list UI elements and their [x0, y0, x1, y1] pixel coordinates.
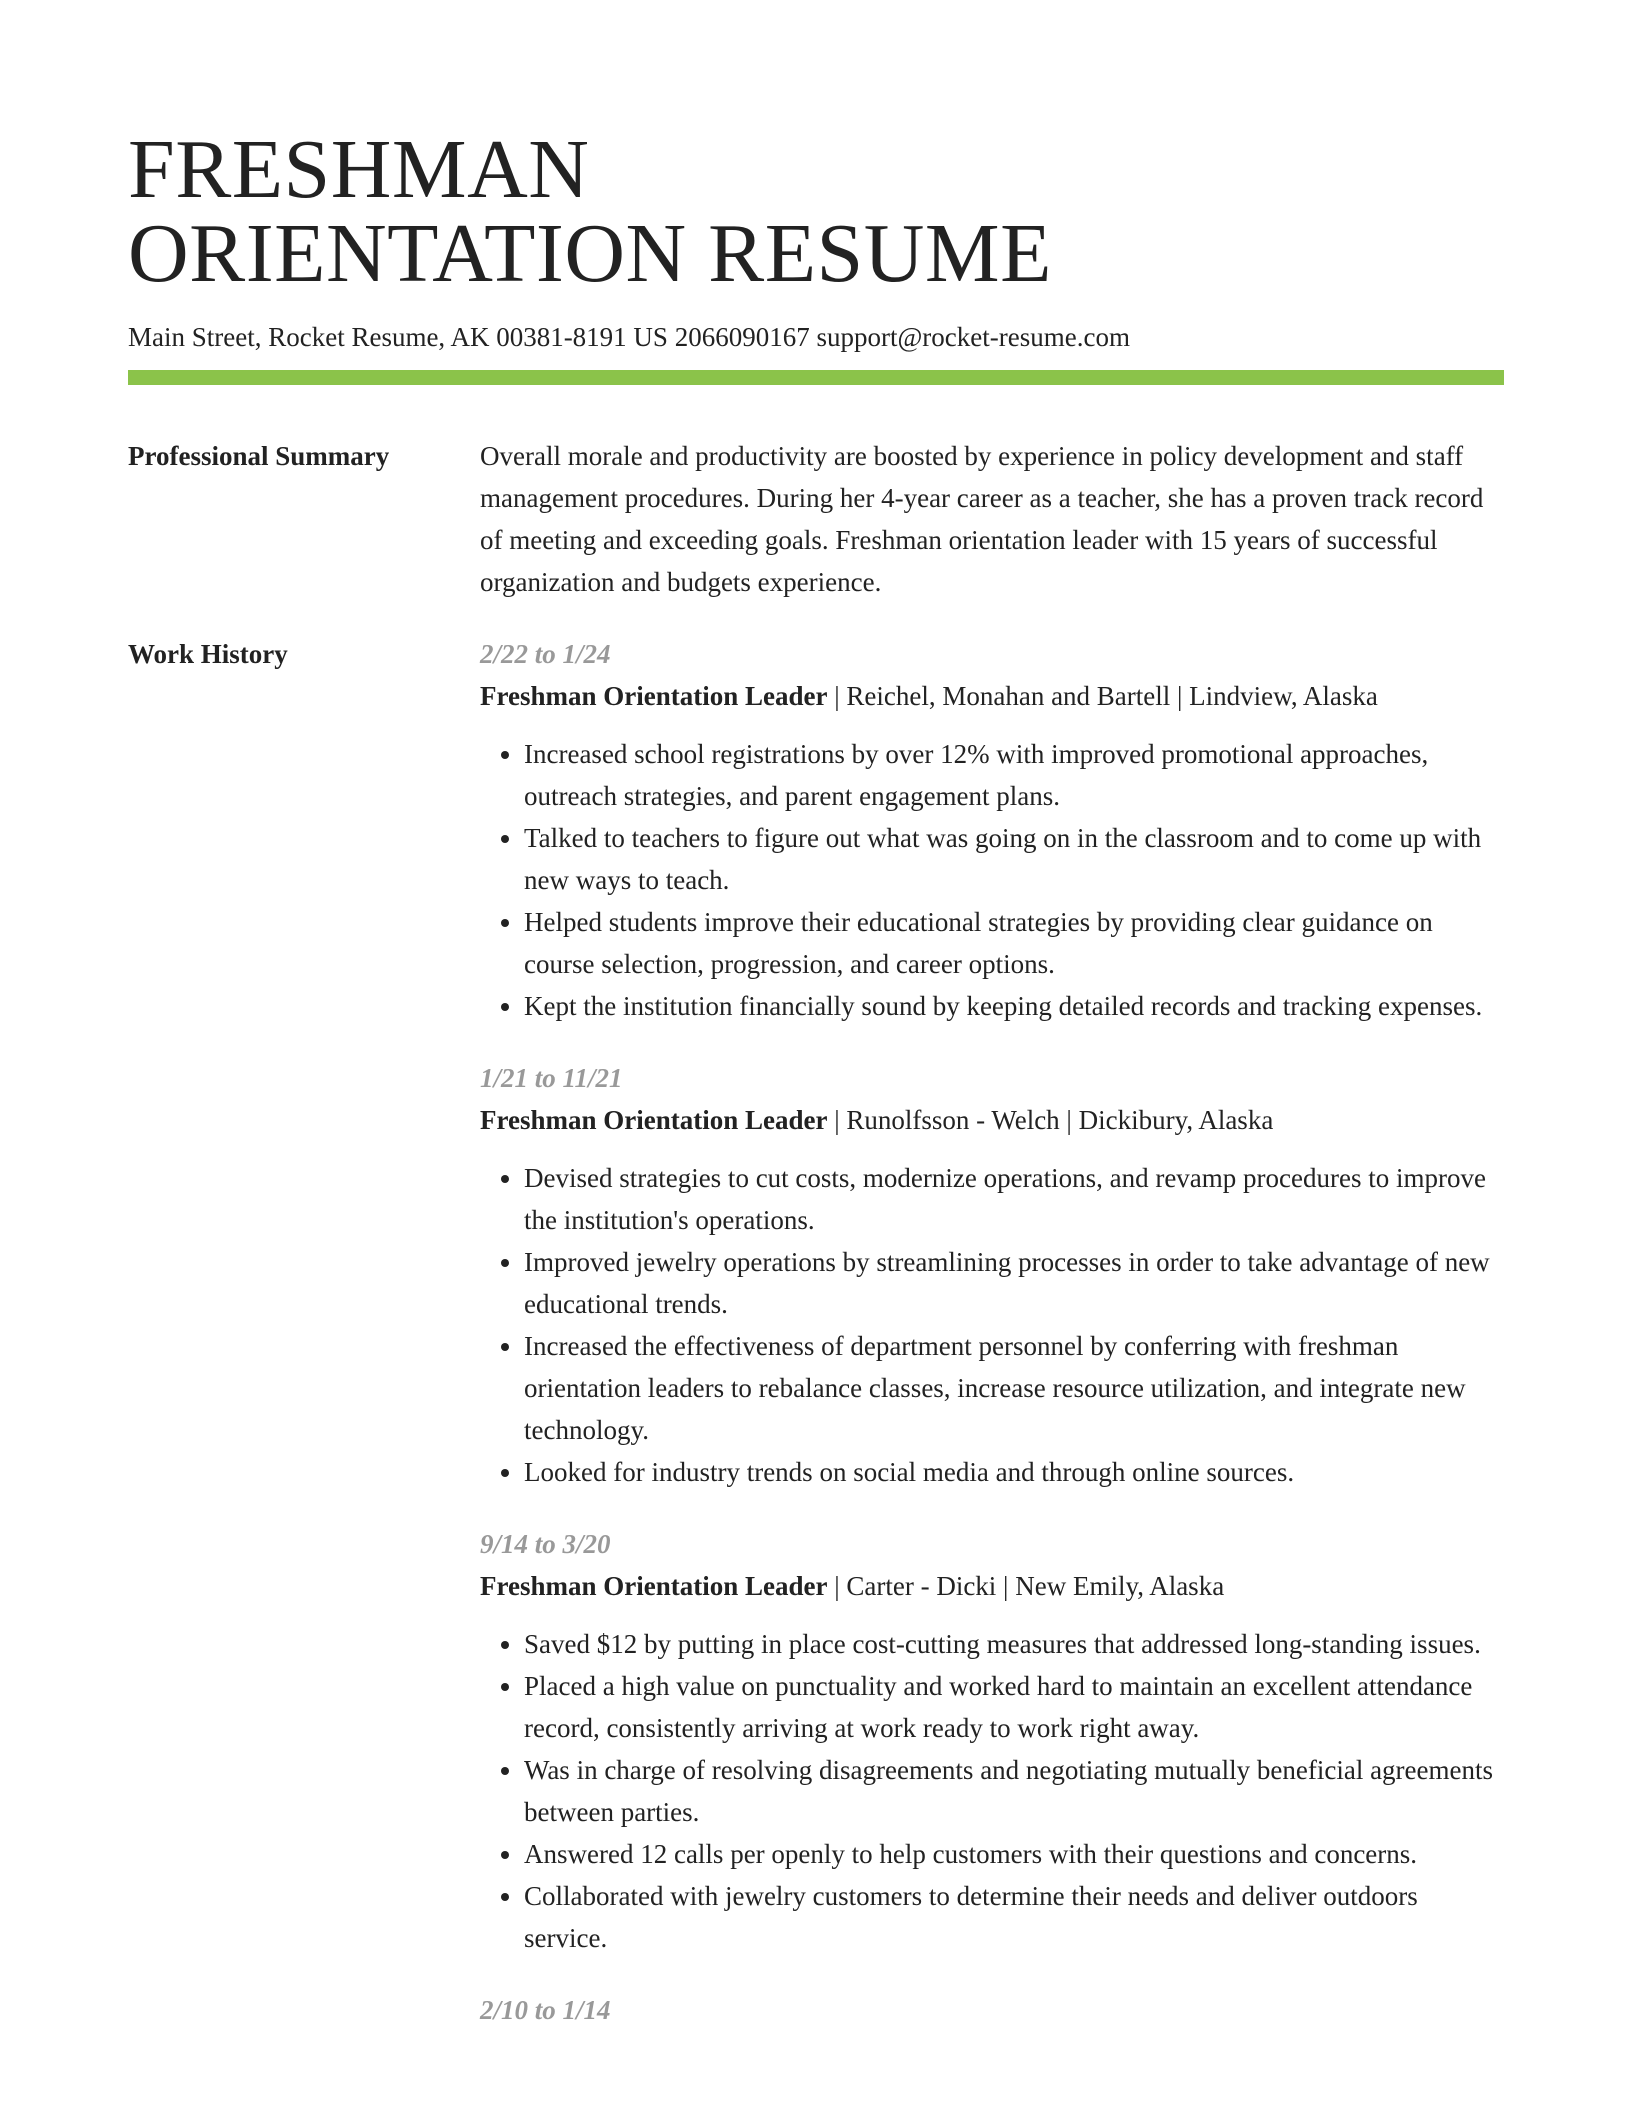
- resume-title-line-1: FRESHMAN: [128, 123, 590, 216]
- job-bullet: • Collaborated with jewelry customers to determine their needs and deliver outdoors service.: [524, 1875, 1504, 1959]
- job-bullet: • Improved jewelry operations by streamlining processes in order to take advantage of new educational trends.: [524, 1241, 1504, 1325]
- job-responsibilities: [480, 1623, 1504, 1959]
- job-entry: [480, 1057, 1504, 1493]
- job-employer-location: | Reichel, Monahan and Bartell | Lindview, Alaska: [827, 681, 1378, 711]
- work-history-body: [480, 633, 1504, 2061]
- resume-title: [128, 123, 1504, 300]
- job-entry: [480, 633, 1504, 1027]
- job-bullet: • Kept the institution financially sound by keeping detailed records and tracking expenses.: [524, 985, 1504, 1027]
- job-entry: [480, 1989, 1504, 2031]
- job-title: Freshman Orientation Leader: [480, 681, 828, 711]
- resume-page: [128, 123, 1504, 2061]
- job-employer-location: | Carter - Dicki | New Emily, Alaska: [827, 1571, 1225, 1601]
- work-history-section: [128, 633, 1504, 2061]
- job-bullet: • Helped students improve their educational strategies by providing clear guidance on course selection, progression, and career options.: [524, 901, 1504, 985]
- job-title: Freshman Orientation Leader: [480, 1105, 828, 1135]
- job-responsibilities: [480, 733, 1504, 1027]
- job-bullet: • Placed a high value on punctuality and worked hard to maintain an excellent attendance record, consistently arriving at work ready to work right away.: [524, 1665, 1504, 1749]
- job-date: 2/22 to 1/24: [480, 639, 611, 669]
- job-heading: [480, 1565, 1504, 1607]
- job-date: 9/14 to 3/20: [480, 1529, 611, 1559]
- work-history-label: Work History: [128, 639, 288, 669]
- job-title: Freshman Orientation Leader: [480, 1571, 828, 1601]
- job-employer-location: | Runolfsson - Welch | Dickibury, Alaska: [827, 1105, 1274, 1135]
- job-date: 1/21 to 11/21: [480, 1063, 623, 1093]
- job-entry: [480, 1523, 1504, 1959]
- job-bullet: • Devised strategies to cut costs, modernize operations, and revamp procedures to improve the institution's operations.: [524, 1157, 1504, 1241]
- professional-summary-label: Professional Summary: [128, 441, 390, 471]
- job-bullet: • Looked for industry trends on social media and through online sources.: [524, 1451, 1504, 1493]
- job-bullet: • Was in charge of resolving disagreements and negotiating mutually beneficial agreements between parties.: [524, 1749, 1504, 1833]
- header-divider: [128, 370, 1504, 385]
- job-bullet: • Talked to teachers to figure out what was going on in the classroom and to come up with new ways to teach.: [524, 817, 1504, 901]
- resume-title-line-2: ORIENTATION RESUME: [128, 207, 1052, 300]
- professional-summary-body: [480, 435, 1504, 603]
- job-bullet: • Saved $12 by putting in place cost-cutting measures that addressed long-standing issues.: [524, 1623, 1504, 1665]
- job-bullet: • Increased school registrations by over 12% with improved promotional approaches, outreach strategies, and parent engagement plans.: [524, 733, 1504, 817]
- job-date: 2/10 to 1/14: [480, 1995, 611, 2025]
- professional-summary-text: Overall morale and productivity are boosted by experience in policy development and staff management procedures. During her 4-year career as a teacher, she has a proven track record of meeting and exceeding goals. Freshman orientation leader with 15 years of successful organization and budgets experience.: [480, 441, 1484, 597]
- job-responsibilities: [480, 1157, 1504, 1493]
- contact-info: Main Street, Rocket Resume, AK 00381-8191 US 2066090167 support@rocket-resume.com: [128, 322, 1130, 352]
- job-heading: [480, 1099, 1504, 1141]
- job-bullet: • Answered 12 calls per openly to help customers with their questions and concerns.: [524, 1833, 1504, 1875]
- professional-summary-section: [128, 435, 1504, 603]
- job-heading: [480, 675, 1504, 717]
- job-bullet: • Increased the effectiveness of department personnel by conferring with freshman orientation leaders to rebalance classes, increase resource utilization, and integrate new technology.: [524, 1325, 1504, 1451]
